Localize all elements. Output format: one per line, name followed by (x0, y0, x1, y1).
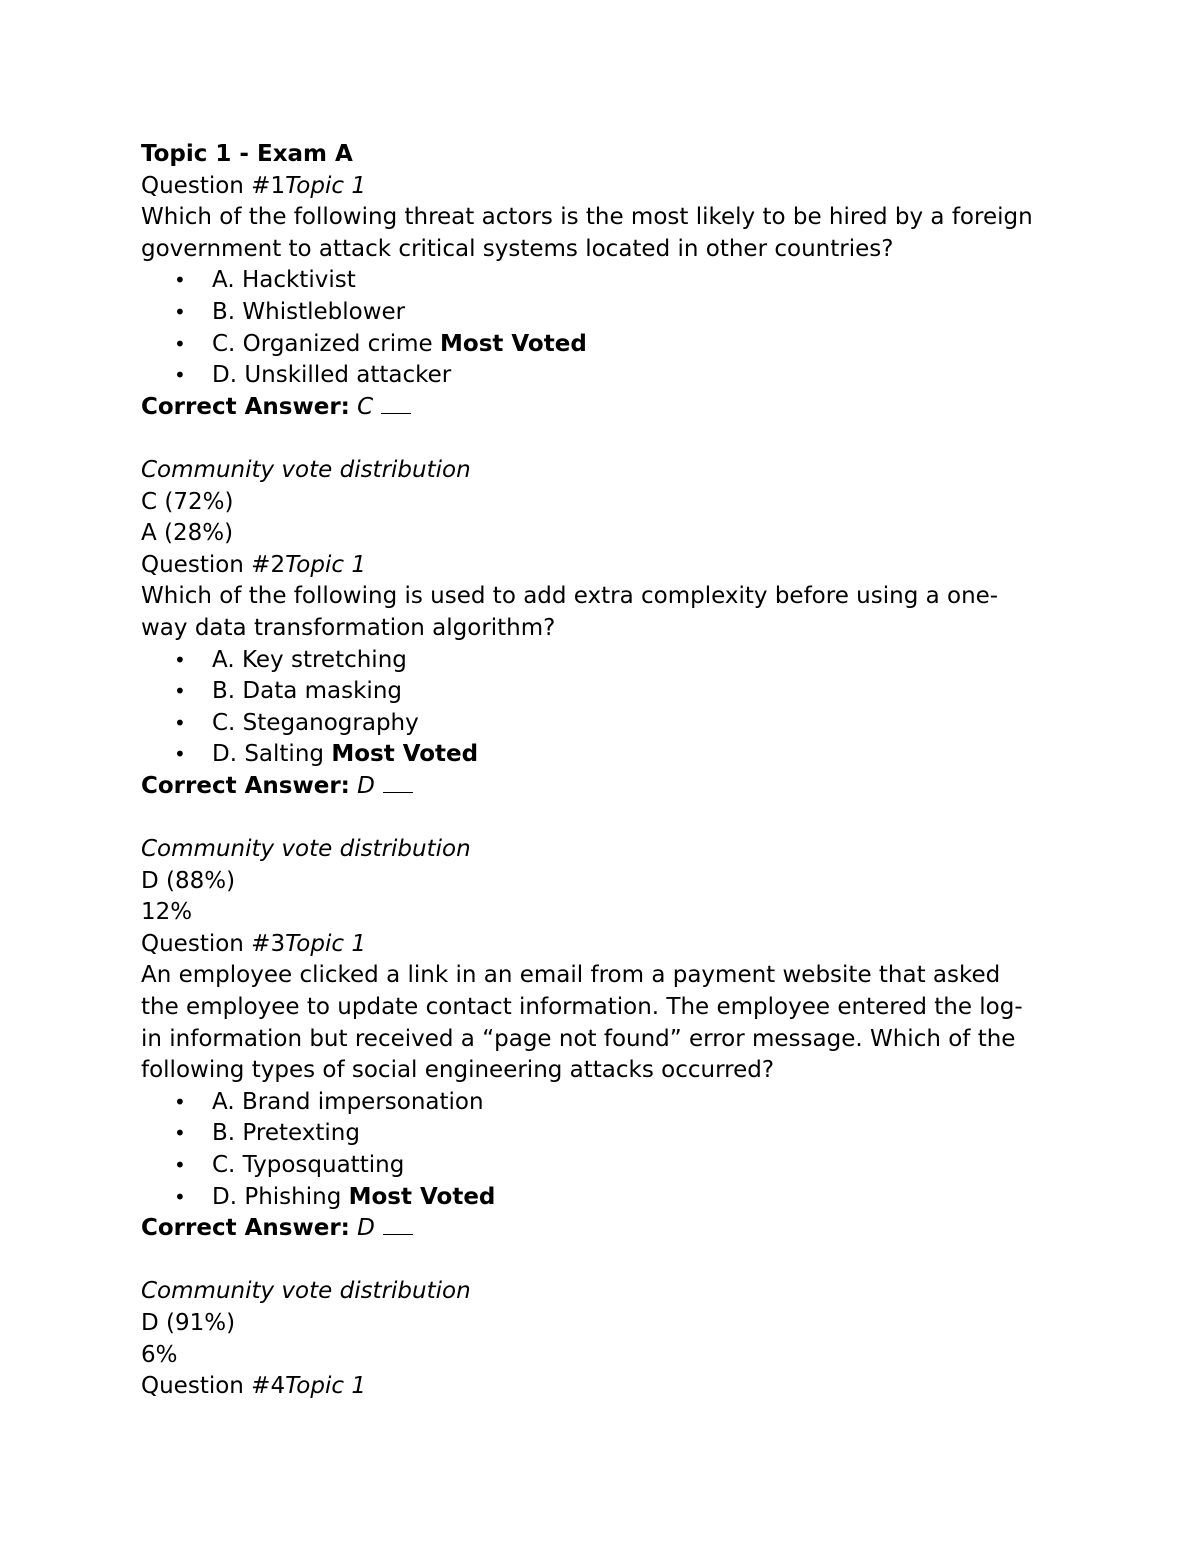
vote-entry: D (88%) (141, 867, 236, 894)
question-heading (141, 171, 1081, 203)
option-text: C. Steganography (212, 709, 419, 736)
correct-answer-value: D (357, 1215, 375, 1242)
option-item (141, 676, 1081, 708)
option-list (141, 1087, 1081, 1213)
option-text: B. Pretexting (212, 1120, 360, 1147)
correct-answer-value: D (357, 772, 375, 799)
question-heading (141, 929, 1081, 961)
correct-answer-line (141, 392, 1081, 424)
question-block (141, 929, 1081, 1371)
answer-underline (383, 1214, 413, 1235)
community-vote-heading: Community vote distribution (141, 456, 471, 483)
community-vote-heading: Community vote distribution (141, 836, 471, 863)
option-text: A. Hacktivist (212, 267, 356, 294)
correct-answer-label: Correct Answer: (141, 393, 350, 420)
question-number: Question #3 (141, 930, 286, 957)
option-text: D. Phishing (212, 1183, 349, 1210)
correct-answer-line (141, 1213, 1081, 1245)
question-text: Which of the following is used to add extra complexity before using a one-way data transformation algorithm? (141, 583, 999, 641)
option-item (141, 1150, 1081, 1182)
spacer (141, 802, 1081, 834)
correct-answer-label: Correct Answer: (141, 772, 350, 799)
option-text: B. Whistleblower (212, 298, 406, 325)
question-number: Question #2 (141, 551, 286, 578)
most-voted-badge: Most Voted (331, 741, 479, 768)
option-text: D. Salting (212, 741, 332, 768)
option-item (141, 1182, 1081, 1214)
option-item (141, 360, 1081, 392)
question-number: Question #1 (141, 172, 286, 199)
question-topic: Topic 1 (285, 551, 366, 578)
vote-entry: C (72%) (141, 488, 234, 515)
vote-entry: 12% (141, 899, 193, 926)
option-text: C. Typosquatting (212, 1152, 405, 1178)
option-text: C. Organized crime (212, 330, 440, 357)
most-voted-badge: Most Voted (440, 330, 587, 357)
question-topic: Topic 1 (285, 1373, 366, 1400)
question-topic: Topic 1 (285, 930, 366, 957)
option-item (141, 739, 1081, 771)
correct-answer-line (141, 771, 1081, 803)
question-text: Which of the following threat actors is the most likely to be hired by a foreign government to attack critical systems located in other countries? (141, 204, 1033, 262)
option-item (141, 1087, 1081, 1119)
question-block (141, 171, 1081, 550)
question-number: Question #4 (141, 1373, 286, 1400)
document-body (141, 139, 1081, 1403)
option-text: B. Data masking (212, 678, 402, 705)
option-list (141, 645, 1081, 771)
option-item (141, 265, 1081, 297)
option-item (141, 708, 1081, 740)
vote-entry: A (28%) (141, 520, 234, 547)
correct-answer-value: C (357, 393, 374, 420)
answer-underline (383, 772, 413, 793)
option-text: A. Key stretching (212, 646, 407, 673)
option-item (141, 645, 1081, 677)
vote-entry: 6% (141, 1341, 178, 1368)
question-text: An employee clicked a link in an email from a payment website that asked the employee to update contact information. The employee entered the log-in information but received a “page not found” error message. Which of the following types of social engineering attacks occurred? (141, 962, 1023, 1084)
answer-underline (381, 393, 411, 414)
spacer (141, 423, 1081, 455)
spacer (141, 1245, 1081, 1277)
vote-entry: D (91%) (141, 1309, 236, 1336)
option-text: A. Brand impersonation (212, 1088, 484, 1115)
question-block (141, 550, 1081, 929)
option-item (141, 1118, 1081, 1150)
option-item (141, 329, 1081, 361)
question-topic: Topic 1 (285, 172, 366, 199)
option-item (141, 297, 1081, 329)
question-heading (141, 550, 1081, 582)
page-title: Topic 1 - Exam A (141, 141, 353, 167)
correct-answer-label: Correct Answer: (141, 1215, 350, 1242)
question-heading (141, 1371, 1081, 1403)
community-vote-heading: Community vote distribution (141, 1278, 471, 1305)
most-voted-badge: Most Voted (348, 1183, 496, 1210)
option-list (141, 265, 1081, 391)
option-text: D. Unskilled attacker (212, 362, 452, 389)
